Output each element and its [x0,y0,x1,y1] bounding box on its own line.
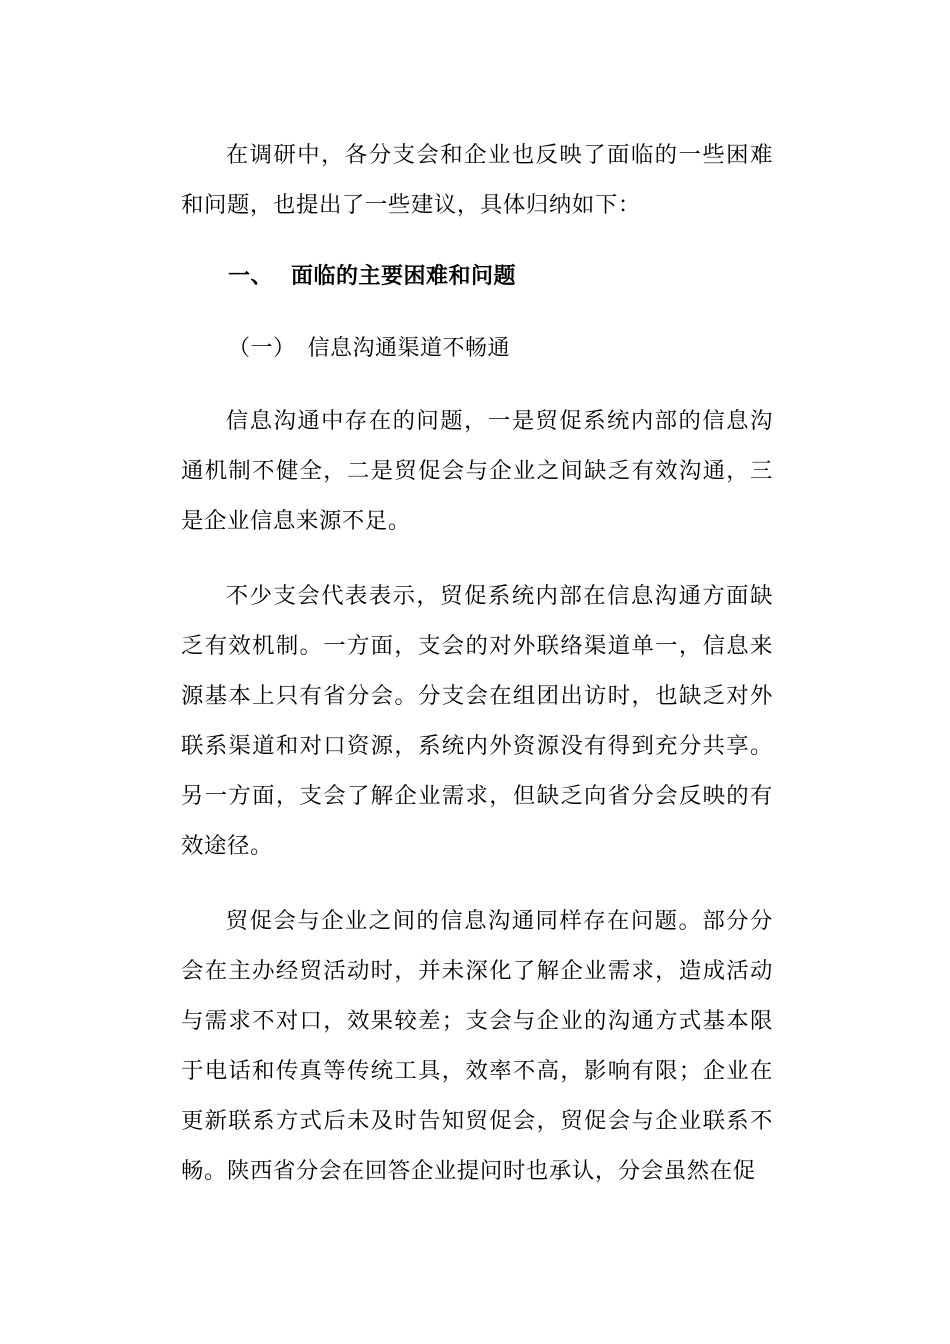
subsection-number: （一） [228,336,296,361]
body-paragraph-3: 贸促会与企业之间的信息沟通同样存在问题。部分分会在主办经贸活动时，并未深化了解企业需求，造成活动与需求不对口，效果较差；支会与企业的沟通方式基本限于电话和传真等传统工具，效率不高，影响有限；企业在更新联系方式后未及时告知贸促会，贸促会与企业联系不畅。陕西省分会在回答企业提问时也承认，分会虽然在促 [181,908,773,1184]
section-title: 面临的主要困难和问题 [291,264,517,289]
subsection-heading-1 [181,324,773,374]
intro-paragraph: 在调研中，各分支会和企业也反映了面临的一些困难和问题，也提出了一些建议，具体归纳如下： [181,142,773,218]
section-number: 一、 [228,264,274,289]
document-body [181,130,773,1196]
body-paragraph-2: 不少支会代表表示，贸促系统内部在信息沟通方面缺乏有效机制。一方面，支会的对外联络渠道单一，信息来源基本上只有省分会。分支会在组团出访时，也缺乏对外联系渠道和对口资源，系统内外资源没有得到充分共享。另一方面，支会了解企业需求，但缺乏向省分会反映的有效途径。 [181,583,773,859]
subsection-title: 信息沟通渠道不畅通 [307,336,511,361]
section-heading-1 [181,252,773,302]
body-paragraph-1: 信息沟通中存在的问题，一是贸促系统内部的信息沟通机制不健全，二是贸促会与企业之间缺乏有效沟通，三是企业信息来源不足。 [181,408,773,534]
